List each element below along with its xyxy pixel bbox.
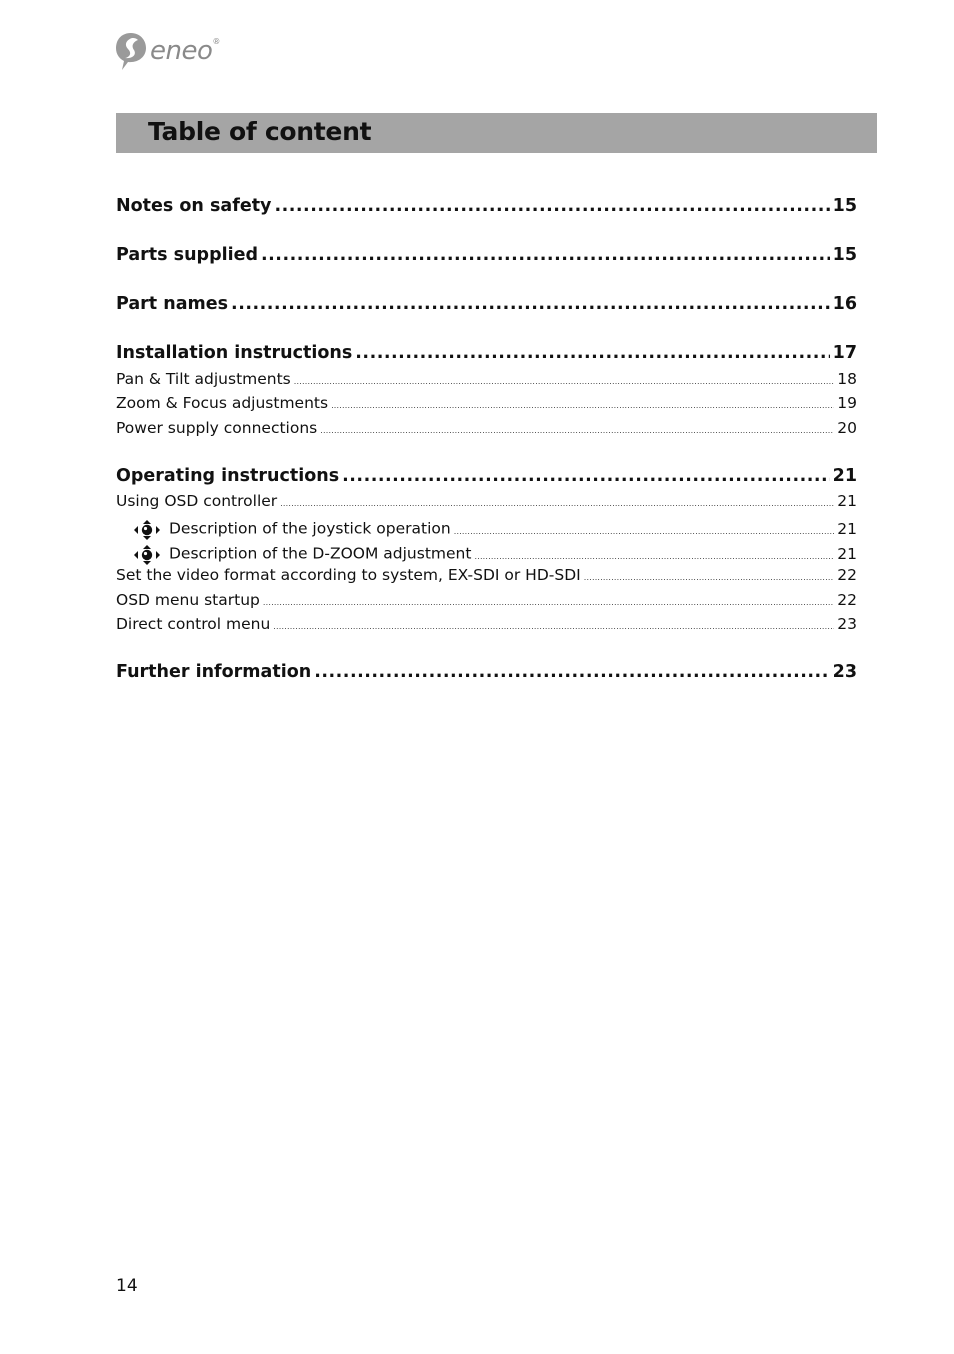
- leader-dots: [231, 294, 830, 314]
- toc-entry-label: Description of the D-ZOOM adjustment: [116, 542, 471, 566]
- toc-entry-label: Description of the joystick operation: [116, 517, 451, 541]
- toc-entry-label: Power supply connections: [116, 419, 318, 437]
- toc-entry-pan-tilt[interactable]: [116, 370, 857, 388]
- toc-entry-page: 17: [832, 343, 857, 363]
- leader-dots: [584, 573, 835, 582]
- leader-dots: [261, 245, 830, 265]
- leader-dots: [294, 377, 835, 386]
- leader-dots: [454, 527, 835, 536]
- toc-entry-power-supply[interactable]: [116, 419, 857, 437]
- toc-entry-page: 23: [837, 615, 857, 633]
- toc-entry-notes-on-safety[interactable]: [116, 196, 857, 216]
- toc-entry-label: Using OSD controller: [116, 492, 278, 510]
- toc-entry-page: 18: [837, 370, 857, 388]
- toc-entry-label: Pan & Tilt adjustments: [116, 370, 291, 388]
- toc-entry-direct-control-menu[interactable]: [116, 615, 857, 633]
- toc-entry-label: Set the video format according to system, EX-SDI or HD-SDI: [116, 566, 581, 584]
- toc-entry-page: 22: [837, 566, 857, 584]
- toc-entry-video-format[interactable]: [116, 566, 857, 584]
- title-bar: [116, 113, 877, 153]
- toc-entry-page: 23: [832, 662, 857, 682]
- toc-entry-further-information[interactable]: [116, 662, 857, 682]
- page-number: 14: [116, 1276, 138, 1296]
- toc-entry-parts-supplied[interactable]: [116, 245, 857, 265]
- toc-entry-page: 22: [837, 591, 857, 609]
- leader-dots: [273, 622, 834, 631]
- toc-entry-page: 16: [832, 294, 857, 314]
- toc-entry-label: Direct control menu: [116, 615, 271, 633]
- toc-entry-zoom-focus[interactable]: [116, 394, 857, 412]
- toc-entry-page: 19: [837, 394, 857, 412]
- leader-dots: [331, 401, 834, 410]
- brand-name: eneo®: [150, 36, 220, 66]
- toc-entry-label: Notes on safety: [116, 196, 272, 216]
- toc-entry-page: 21: [832, 466, 857, 486]
- toc-entry-dzoom-adjustment[interactable]: [116, 542, 857, 566]
- toc-entry-part-names[interactable]: [116, 294, 857, 314]
- toc-entry-page: 15: [832, 196, 857, 216]
- toc-entry-page: 20: [837, 419, 857, 437]
- toc-entry-operating-instructions[interactable]: [116, 466, 857, 486]
- brand-logo: [114, 30, 220, 72]
- leader-dots: [274, 196, 829, 216]
- leader-dots: [263, 598, 834, 607]
- toc-entry-label: OSD menu startup: [116, 591, 260, 609]
- leader-dots: [342, 466, 830, 486]
- toc-entry-label: Zoom & Focus adjustments: [116, 394, 329, 412]
- toc-entry-page: 21: [837, 492, 857, 510]
- leader-dots: [320, 426, 834, 435]
- joystick-icon: [134, 520, 160, 544]
- leader-dots: [355, 343, 829, 363]
- eneo-logo-icon: [114, 31, 148, 71]
- page-title: Table of content: [148, 117, 372, 146]
- toc-entry-using-osd[interactable]: [116, 492, 857, 510]
- leader-dots: [280, 499, 834, 508]
- toc-entry-page: 21: [837, 544, 857, 563]
- toc-entry-joystick-operation[interactable]: [116, 517, 857, 541]
- toc-entry-label: Part names: [116, 294, 229, 314]
- toc-entry-page: 15: [832, 245, 857, 265]
- toc-entry-label: Parts supplied: [116, 245, 258, 265]
- toc-entry-label: Installation instructions: [116, 343, 353, 363]
- toc-entry-page: 21: [837, 519, 857, 538]
- toc-entry-label: Operating instructions: [116, 466, 340, 486]
- leader-dots: [474, 552, 834, 561]
- toc-entry-osd-menu-startup[interactable]: [116, 591, 857, 609]
- leader-dots: [314, 662, 829, 682]
- toc-entry-installation-instructions[interactable]: [116, 343, 857, 363]
- toc-entry-label: Further information: [116, 662, 312, 682]
